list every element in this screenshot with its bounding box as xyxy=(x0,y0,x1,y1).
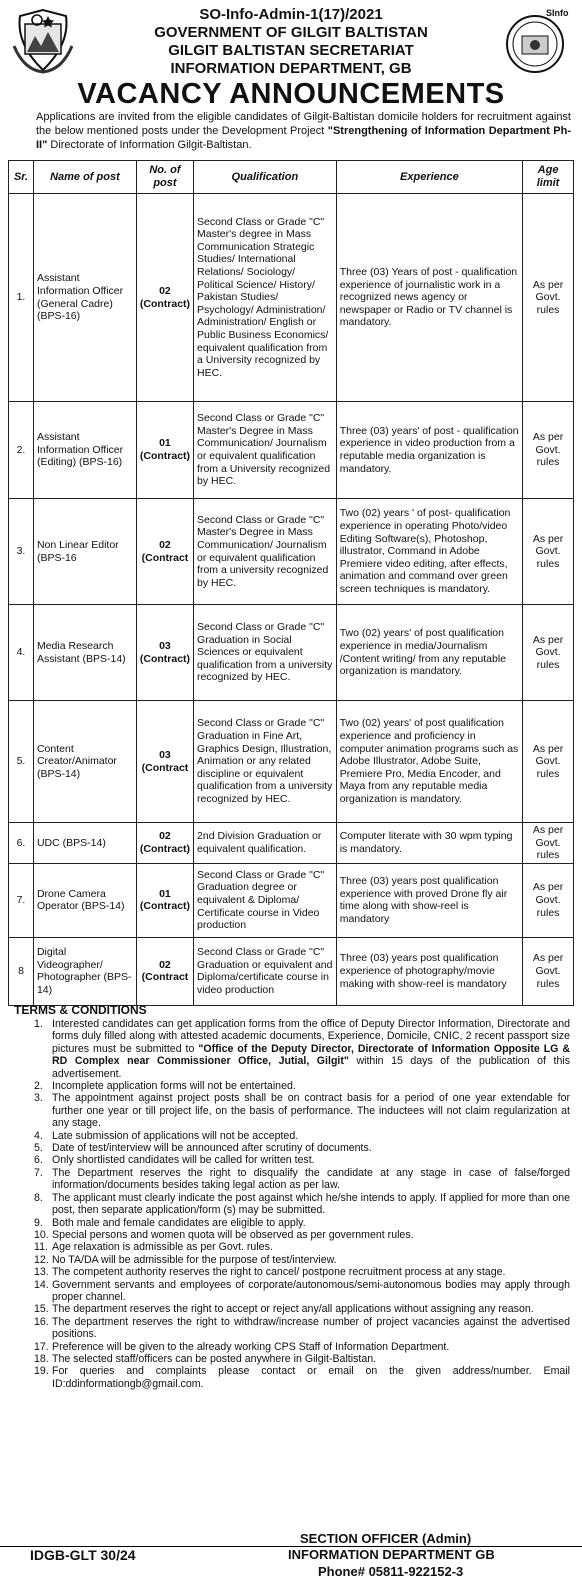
terms-item xyxy=(10,1303,570,1315)
table-row xyxy=(9,937,574,1005)
post-type: (Contract) xyxy=(139,450,191,462)
post-count: 02 xyxy=(159,958,171,971)
cell-sr: 5. xyxy=(9,701,34,823)
post-type: (Contract) xyxy=(139,842,191,855)
terms-item xyxy=(10,1241,570,1253)
cell-post: Assistant Information Officer (General Cadre) (BPS-16) xyxy=(33,194,136,402)
terms-item-text: The Department reserves the right to disqualify the candidate at any stage in case of false/forged information/documents besides taking legal action as per law. xyxy=(52,1166,570,1192)
post-type: (Contract) xyxy=(139,900,191,913)
footer-phone: Phone# 05811-922152-3 xyxy=(318,1564,464,1579)
cell-qualification: Second Class or Grade "C" Graduation or equivalent and Diploma/certificate course in video production xyxy=(194,937,337,1005)
terms-item-text: The competent authority reserves the right to cancel/ postpone recruitment process at any stage. xyxy=(52,1266,506,1279)
cell-experience: Three (03) years post qualification experience of photography/movie making with show-reel is mandatory xyxy=(336,937,522,1005)
post-count: 01 xyxy=(159,887,171,900)
header-line-secretariat: GILGIT BALTISTAN SECRETARIAT xyxy=(168,42,414,59)
post-count: 03 xyxy=(159,748,171,761)
terms-item-text: Incomplete application forms will not be entertained. xyxy=(52,1080,296,1093)
header-age: Age limit xyxy=(523,161,574,194)
terms-item-number: 6. xyxy=(34,1154,43,1167)
terms-item-number: 14. xyxy=(34,1278,49,1291)
cell-age-limit: As per Govt. rules xyxy=(523,937,574,1005)
header-experience: Experience xyxy=(336,161,522,194)
header-qualification: Qualification xyxy=(194,161,337,194)
terms-item xyxy=(10,1365,570,1390)
intro-paragraph xyxy=(36,110,571,152)
terms-item xyxy=(10,1192,570,1217)
cell-age-limit: As per Govt. rules xyxy=(523,863,574,937)
cell-age-limit: As per Govt. rules xyxy=(523,194,574,402)
reference-number: SO-Info-Admin-1(17)/2021 xyxy=(199,6,383,23)
terms-item-text: Interested candidates can get application forms from the office of Deputy Director Information, Directorate and forms duly filled along with attested academic documents, Experience, Domicile, CNIC, 2 recent passport size pictures must be submitted to xyxy=(52,1018,570,1055)
cell-experience: Two (02) years' of post qualification experience and proficiency in computer animation programs such as Adobe Illustrator, Adobe Suite, Premiere Pro, Media Encoder, and Maya from any reputable media organization is mandatory. xyxy=(336,701,522,823)
terms-item-text-end: within 15 days of the publication of this advertisement. xyxy=(52,1055,570,1080)
cell-post: Content Creator/Animator (BPS-14) xyxy=(33,701,136,823)
table-header-row xyxy=(9,161,574,194)
terms-item-number: 5. xyxy=(34,1142,43,1155)
terms-item-number: 4. xyxy=(34,1129,43,1142)
cell-sr: 8 xyxy=(9,937,34,1005)
cell-post: Digital Videographer/ Photographer (BPS-14) xyxy=(33,937,136,1005)
table-row xyxy=(9,499,574,605)
cell-experience: Three (03) years' of post - qualification experience in video production from a reputable media organization is mandatory. xyxy=(336,402,522,499)
terms-item-text: For queries and complaints please contact or email on the given address/number. Email ID:ddinformationgb@gmail.com. xyxy=(52,1365,570,1390)
header-line-department: INFORMATION DEPARTMENT, GB xyxy=(170,60,412,77)
terms-heading: TERMS & CONDITIONS xyxy=(14,1003,147,1017)
terms-item xyxy=(10,1266,570,1278)
cell-experience: Three (03) years post qualification experience with proved Drone fly air time along with show-reel is mandatory xyxy=(336,863,522,937)
terms-item xyxy=(10,1341,570,1353)
terms-item-number: 12. xyxy=(34,1253,49,1266)
cell-post: Media Research Assistant (BPS-14) xyxy=(33,605,136,701)
terms-item-text: The department reserves the right to accept or reject any/all applications without assigning any reason. xyxy=(52,1303,534,1316)
cell-qualification: Second Class or Grade "C" Master's degree in Mass Communication Strategic Studies/ International Relations/ Sociology/ Political Science/ History/ Pakistan Studies/ Psychology/ Administration/ Administration/ English or Public Business Economics/ equivalent qualification from a University recognized by HEC. xyxy=(194,194,337,402)
post-type: (Contract xyxy=(141,551,189,564)
terms-item-number: 19. xyxy=(34,1365,49,1378)
post-count: 01 xyxy=(159,437,171,450)
cell-no-of-post xyxy=(136,402,193,499)
table-row xyxy=(9,194,574,402)
terms-list xyxy=(10,1018,570,1390)
cell-age-limit: As per Govt. rules xyxy=(523,402,574,499)
header-line-government: GOVERNMENT OF GILGIT BALTISTAN xyxy=(154,24,428,41)
table-row xyxy=(9,605,574,701)
terms-item xyxy=(10,1080,570,1092)
cell-experience: Three (03) Years of post - qualification experience of journalistic work in a recognized news agency or newspaper or Radio or TV channel is mandatory. xyxy=(336,194,522,402)
cell-post: Non Linear Editor (BPS-16 xyxy=(33,499,136,605)
cell-qualification: Second Class or Grade "C" Graduation in Social Sciences or equivalent qualification from a university recognized by HEC. xyxy=(194,605,337,701)
post-type: (Contract xyxy=(141,761,189,774)
terms-item-number: 11. xyxy=(34,1241,48,1254)
post-count: 02 xyxy=(159,284,171,297)
terms-item-number: 18. xyxy=(34,1352,49,1365)
terms-item xyxy=(10,1353,570,1365)
post-count: 02 xyxy=(159,830,171,843)
terms-item-number: 17. xyxy=(34,1340,49,1353)
table-row xyxy=(9,701,574,823)
header-no: No. of post xyxy=(136,161,193,194)
terms-item-text: Age relaxation is admissible as per Govt. rules. xyxy=(52,1241,273,1254)
table-row xyxy=(9,863,574,937)
terms-item-text: Preference will be given to the already working CPS Staff of Information Department. xyxy=(52,1340,450,1353)
header xyxy=(0,0,582,110)
terms-item xyxy=(10,1142,570,1154)
section-officer: SECTION OFFICER (Admin) xyxy=(300,1531,472,1546)
terms-item-number: 9. xyxy=(34,1216,43,1229)
cell-sr: 3. xyxy=(9,499,34,605)
terms-item xyxy=(10,1217,570,1229)
cell-no-of-post xyxy=(136,499,193,605)
cell-experience: Two (02) years ' of post- qualification experience in operating Photo/video Editing Software(s), Photoshop, illustrator, Command in Adobe Premiere video editing, after effects, animation and command over green screen techniques is mandatory. xyxy=(336,499,522,605)
cell-qualification: Second Class or Grade "C" Master's Degree in Mass Communication/ Journalism or equivalent qualification from a University recognized by HEC. xyxy=(194,402,337,499)
terms-item-text: No TA/DA will be admissible for the purpose of test/interview. xyxy=(52,1253,337,1266)
terms-item-number: 2. xyxy=(34,1080,43,1093)
cell-qualification: Second Class or Grade "C" Graduation in Fine Art, Graphics Design, Illustration, Animation or any related discipline or equivalent qualification from a university recognized by HEC. xyxy=(194,701,337,823)
cell-post: Drone Camera Operator (BPS-14) xyxy=(33,863,136,937)
intro-text: Applications are invited from the eligible candidates of Gilgit-Baltistan domicile holders for recruitment against the below mentioned posts under the Development Project xyxy=(36,111,571,137)
cell-no-of-post xyxy=(136,701,193,823)
cell-no-of-post xyxy=(136,937,193,1005)
terms-item-number: 3. xyxy=(34,1092,43,1105)
cell-post: Assistant Information Officer (Editing) (BPS-16) xyxy=(33,402,136,499)
post-type: (Contract xyxy=(141,971,189,984)
terms-item-number: 15. xyxy=(34,1303,49,1316)
terms-item-address: "Office of the Deputy Director, Directorate of Information Opposite LG & RD Complex near Commissioner Office, Jutial, Gilgit" xyxy=(52,1042,570,1068)
cell-age-limit: As per Govt. rules xyxy=(523,605,574,701)
terms-item xyxy=(10,1316,570,1341)
page-title: VACANCY ANNOUNCEMENTS xyxy=(77,78,505,110)
post-count: 02 xyxy=(159,538,171,551)
terms-item-text: The appointment against project posts shall be on contract basis for a period of one year extendable for further one year or till project life, on the basis of performance. The inductees will not claim regularization at any stage. xyxy=(52,1092,570,1130)
cell-no-of-post xyxy=(136,194,193,402)
terms-item-number: 10. xyxy=(34,1228,49,1241)
cell-sr: 4. xyxy=(9,605,34,701)
cell-post: UDC (BPS-14) xyxy=(33,823,136,864)
cell-age-limit: As per Govt. rules xyxy=(523,701,574,823)
cell-qualification: Second Class or Grade "C" Graduation degree or equivalent & Diploma/ Certificate course in Video production xyxy=(194,863,337,937)
footer-department: INFORMATION DEPARTMENT GB xyxy=(288,1547,495,1562)
terms-item-number: 8. xyxy=(34,1191,43,1204)
cell-no-of-post xyxy=(136,863,193,937)
post-type: (Contract) xyxy=(139,297,191,310)
ad-reference-code: IDGB-GLT 30/24 xyxy=(30,1547,136,1563)
cell-experience: Computer literate with 30 wpm typing is mandatory. xyxy=(336,823,522,864)
terms-item-text: The applicant must clearly indicate the post against which he/she intends to apply. If applied for more than one post, then separate application/form (s) may be submitted. xyxy=(52,1191,570,1217)
cell-sr: 2. xyxy=(9,402,34,499)
cell-experience: Two (02) years' of post qualification experience in media/Journalism /Content writing/ from any reputable organization is mandatory. xyxy=(336,605,522,701)
terms-item-text: Special persons and women quota will be observed as per government rules. xyxy=(52,1228,414,1241)
cell-sr: 1. xyxy=(9,194,34,402)
terms-item xyxy=(10,1279,570,1304)
logo-text: SInfo xyxy=(546,8,569,18)
intro-text-end: Directorate of Information Gilgit-Baltistan. xyxy=(47,139,252,151)
terms-item-text: Government servants and employees of corporate/autonomous/semi-autonomous bodies may apply through proper channel. xyxy=(52,1278,570,1303)
post-count: 03 xyxy=(159,639,171,652)
post-type: (Contract) xyxy=(139,652,191,665)
cell-qualification: Second Class or Grade "C" Master's Degree in Mass Communication/ Journalism or equivalent qualification from a university recognized by HEC. xyxy=(194,499,337,605)
terms-item xyxy=(10,1254,570,1266)
terms-item xyxy=(10,1154,570,1166)
cell-sr: 7. xyxy=(9,863,34,937)
terms-item-number: 13. xyxy=(34,1266,49,1279)
terms-item xyxy=(10,1229,570,1241)
cell-no-of-post xyxy=(136,823,193,864)
terms-item-text: Both male and female candidates are eligible to apply. xyxy=(52,1216,306,1229)
terms-item-number: 7. xyxy=(34,1166,43,1179)
cell-no-of-post xyxy=(136,605,193,701)
terms-item xyxy=(10,1167,570,1192)
cell-age-limit: As per Govt. rules xyxy=(523,823,574,864)
cell-sr: 6. xyxy=(9,823,34,864)
header-post: Name of post xyxy=(33,161,136,194)
terms-item-text: Date of test/interview will be announced after scrutiny of documents. xyxy=(52,1142,372,1155)
terms-item-text: Only shortlisted candidates will be called for written test. xyxy=(52,1154,315,1167)
terms-item-text: Late submission of applications will not be accepted. xyxy=(52,1129,299,1142)
terms-item-number: 1. xyxy=(34,1018,43,1030)
project-name: "Strengthening of Information Department Ph-II" xyxy=(36,125,571,151)
terms-item-text: The selected staff/officers can be posted anywhere in Gilgit-Baltistan. xyxy=(52,1352,377,1365)
cell-qualification: 2nd Division Graduation or equivalent qualification. xyxy=(194,823,337,864)
cell-age-limit: As per Govt. rules xyxy=(523,499,574,605)
terms-item-text: The department reserves the right to withdraw/increase number of project vacancies against the advertised positions. xyxy=(52,1315,570,1341)
header-sr: Sr. xyxy=(9,161,34,194)
table-row xyxy=(9,823,574,864)
table-row xyxy=(9,402,574,499)
terms-item xyxy=(10,1018,570,1080)
terms-item xyxy=(10,1092,570,1129)
terms-item xyxy=(10,1130,570,1142)
vacancy-table xyxy=(8,160,574,1006)
terms-item-number: 16. xyxy=(34,1315,49,1328)
